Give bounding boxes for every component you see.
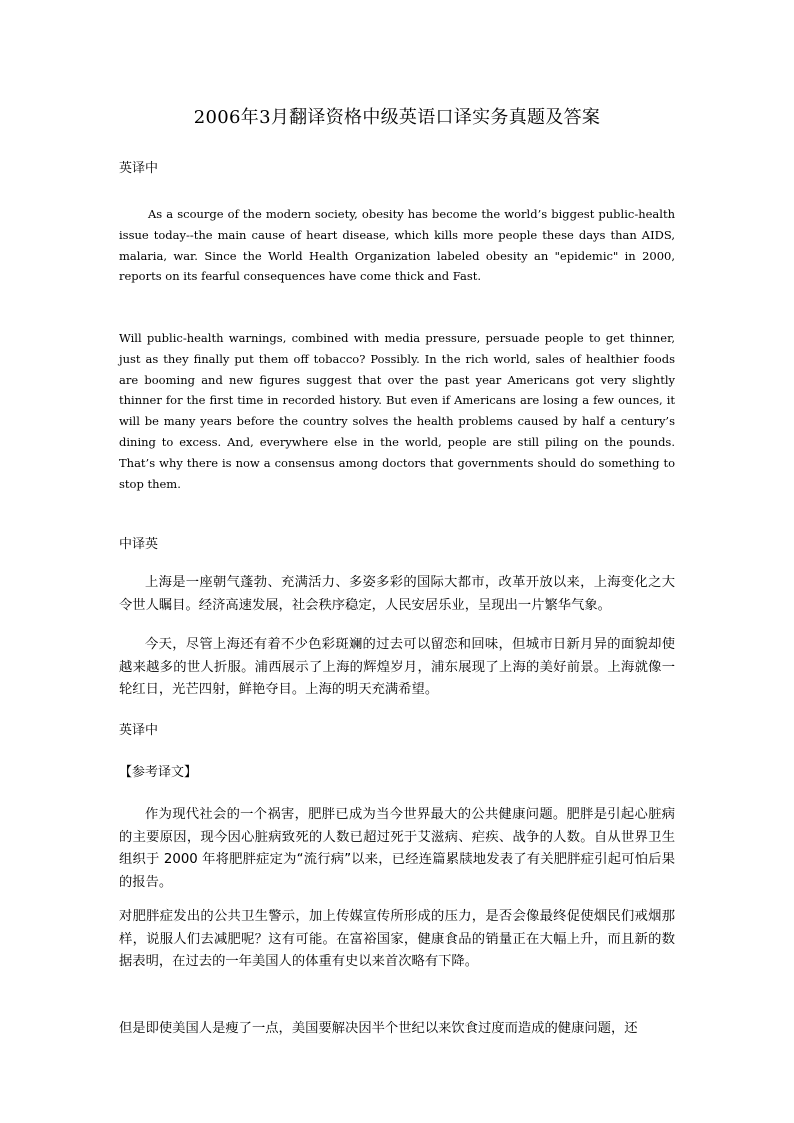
reference-paragraph-1: 作为现代社会的一个祸害，肥胖已成为当今世界最大的公共健康问题。肥胖是引起心脏病的主要原因，现今因心脏病致死的人数已超过死于艾滋病、疟疾、战争的人数。自从世界卫生组织于 2000 年将肥胖症定为“流行病”以来，已经连篇累牍地发表了有关肥胖症引起可怕后果的报告。	[119, 807, 675, 890]
chinese-paragraph-1: 上海是一座朝气蓬勃、充满活力、多姿多彩的国际大都市，改革开放以来，上海变化之大令世人瞩目。经济高速发展，社会秩序稳定，人民安居乐业，呈现出一片繁华气象。	[119, 575, 675, 613]
reference-translation-label: 【参考译文】	[119, 765, 198, 780]
section-heading-en-to-zh-answer: 英译中	[119, 723, 159, 738]
section-heading-zh-to-en: 中译英	[119, 537, 159, 552]
document-title: 2006年3月翻译资格中级英语口译实务真题及答案	[193, 107, 601, 128]
chinese-paragraph-2: 今天，尽管上海还有着不少色彩斑斓的过去可以留恋和回味，但城市日新月异的面貌却使越来越多的世人折服。浦西展示了上海的辉煌岁月，浦东展现了上海的美好前景。上海就像一轮红日，光芒四射，鲜艳夺目。上海的明天充满希望。	[119, 637, 675, 697]
section-heading-en-to-zh: 英译中	[119, 161, 159, 176]
english-paragraph-1: As a scourge of the modern society, obesity has become the world’s biggest public-health issue today--the main cause of heart disease, which kills more people these days than AIDS, malaria, war. Since the World Health Organization labeled obesity an "epidemic" in 2000, reports on its fearful consequences have come thick and Fast.	[119, 207, 675, 284]
reference-paragraph-3: 但是即使美国人是瘦了一点，美国要解决因半个世纪以来饮食过度而造成的健康问题，还	[119, 1021, 638, 1036]
reference-paragraph-2: 对肥胖症发出的公共卫生警示，加上传媒宣传所形成的压力，是否会像最终促使烟民们戒烟那样，说服人们去减肥呢？这有可能。在富裕国家，健康食品的销量正在大幅上升，而且新的数据表明，在过去的一年美国人的体重有史以来首次略有下降。	[119, 909, 675, 969]
english-paragraph-2: Will public-health warnings, combined with media pressure, persuade people to get thinner, just as they finally put them off tobacco? Possibly. In the rich world, sales of healthier foods are booming and new figures suggest that over the past year Americans got very slightly thinner for the first time in recorded history. But even if Americans are losing a few ounces, it will be many years before the country solves the health problems caused by half a century’s dining to excess. And, everywhere else in the world, people are still piling on the pounds. That’s why there is now a consensus among doctors that governments should do something to stop them.	[119, 331, 675, 491]
